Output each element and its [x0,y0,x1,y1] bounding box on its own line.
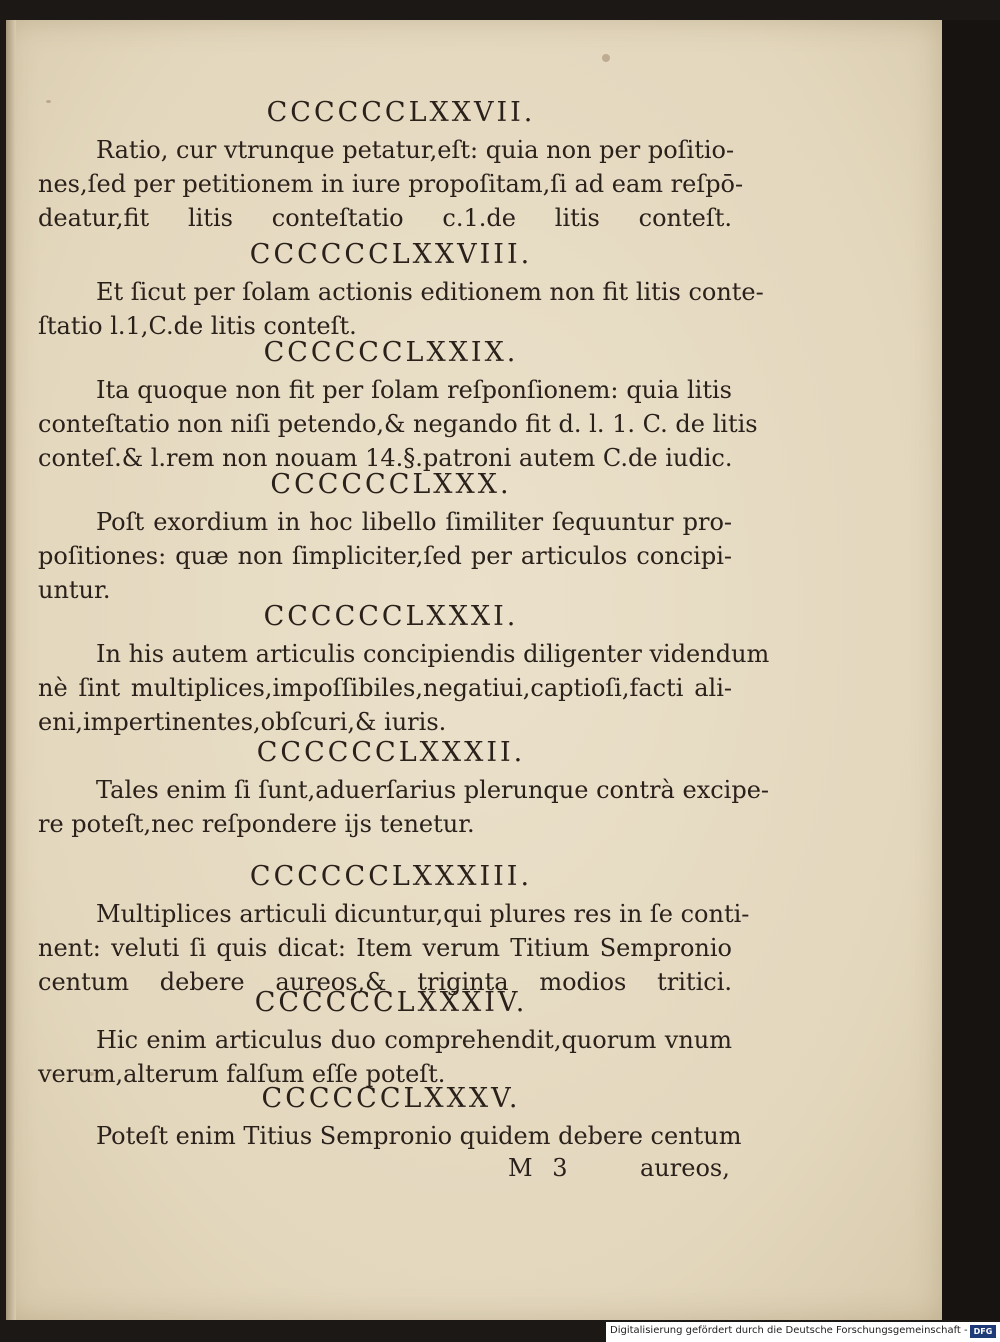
digitization-footer [606,1322,1000,1342]
text-line: deatur,fit litis conteſtatio c.1.de litis conteſt. [38,204,732,232]
text-line: Et ſicut per ſolam actionis editionem non fit litis conte- [96,278,764,306]
page-gutter-shadow [6,20,16,1320]
ink-blot [602,54,610,62]
section-number-heading: CCCCCCLXXXIII. [249,861,533,892]
text-line: nent: veluti ſi quis dicat: Item verum Titium Sempronio [38,934,732,962]
text-line: Multiplices articuli dicuntur,qui plures res in ſe conti- [96,900,750,928]
text-line: re poteſt,nec reſpondere ijs tenetur. [38,810,475,838]
text-line: ſtatio l.1,C.de litis conteſt. [38,312,357,340]
text-line: poſitiones: quæ non ſimpliciter,ſed per articulos concipi- [38,542,732,570]
catchword: aureos, [640,1154,730,1182]
section-number-heading: CCCCCCLXXIX. [263,337,519,368]
text-line: conteſ.& l.rem non nouam 14.§.patroni autem C.de iudic. [38,444,733,472]
section-number-heading: CCCCCCLXXXII. [256,737,526,768]
text-line: untur. [38,576,111,604]
text-line: Poteſt enim Titius Sempronio quidem debere centum [96,1122,742,1150]
text-line: Poſt exordium in hoc libello ſimiliter ſequuntur pro- [96,508,732,536]
text-line: nes,ſed per petitionem in iure propoſitam,ſi ad eam reſpō- [38,170,744,198]
signature-mark: M 3 [508,1154,574,1182]
text-line: Hic enim articulus duo comprehendit,quorum vnum [96,1026,732,1054]
text-line: centum debere aureos,& triginta modios tritici. [38,968,732,996]
footer-credit: Digitalisierung gefördert durch die Deutsche Forschungsgemeinschaft - [610,1325,968,1336]
dfg-logo-icon: DFG [970,1325,996,1338]
text-line: nè ſint multiplices,impoſſibiles,negatiui,captioſi,facti ali- [38,674,732,702]
text-line: Ratio, cur vtrunque petatur,eſt: quia non per poſitio- [96,136,735,164]
section-number-heading: CCCCCCLXXVII. [266,97,536,128]
text-line: In his autem articulis concipiendis diligenter videndum [96,640,770,668]
section-number-heading: CCCCCCLXXXV. [261,1083,521,1114]
section-number-heading: CCCCCCLXXVIII. [249,239,533,270]
scan-margin-strip [942,20,1000,1320]
text-line: Tales enim ſi ſunt,aduerſarius plerunque contrà excipe- [96,776,770,804]
text-line: Ita quoque non fit per ſolam reſponſionem: quia litis [96,376,732,404]
book-page [6,20,942,1320]
text-line: eni,impertinentes,obſcuri,& iuris. [38,708,447,736]
text-line: verum,alterum falſum eſſe poteſt. [38,1060,446,1088]
text-line: conteſtatio non niſi petendo,& negando fit d. l. 1. C. de litis [38,410,758,438]
section-number-heading: CCCCCCLXXXIV. [254,987,528,1018]
section-number-heading: CCCCCCLXXX. [270,469,512,500]
section-number-heading: CCCCCCLXXXI. [263,601,519,632]
